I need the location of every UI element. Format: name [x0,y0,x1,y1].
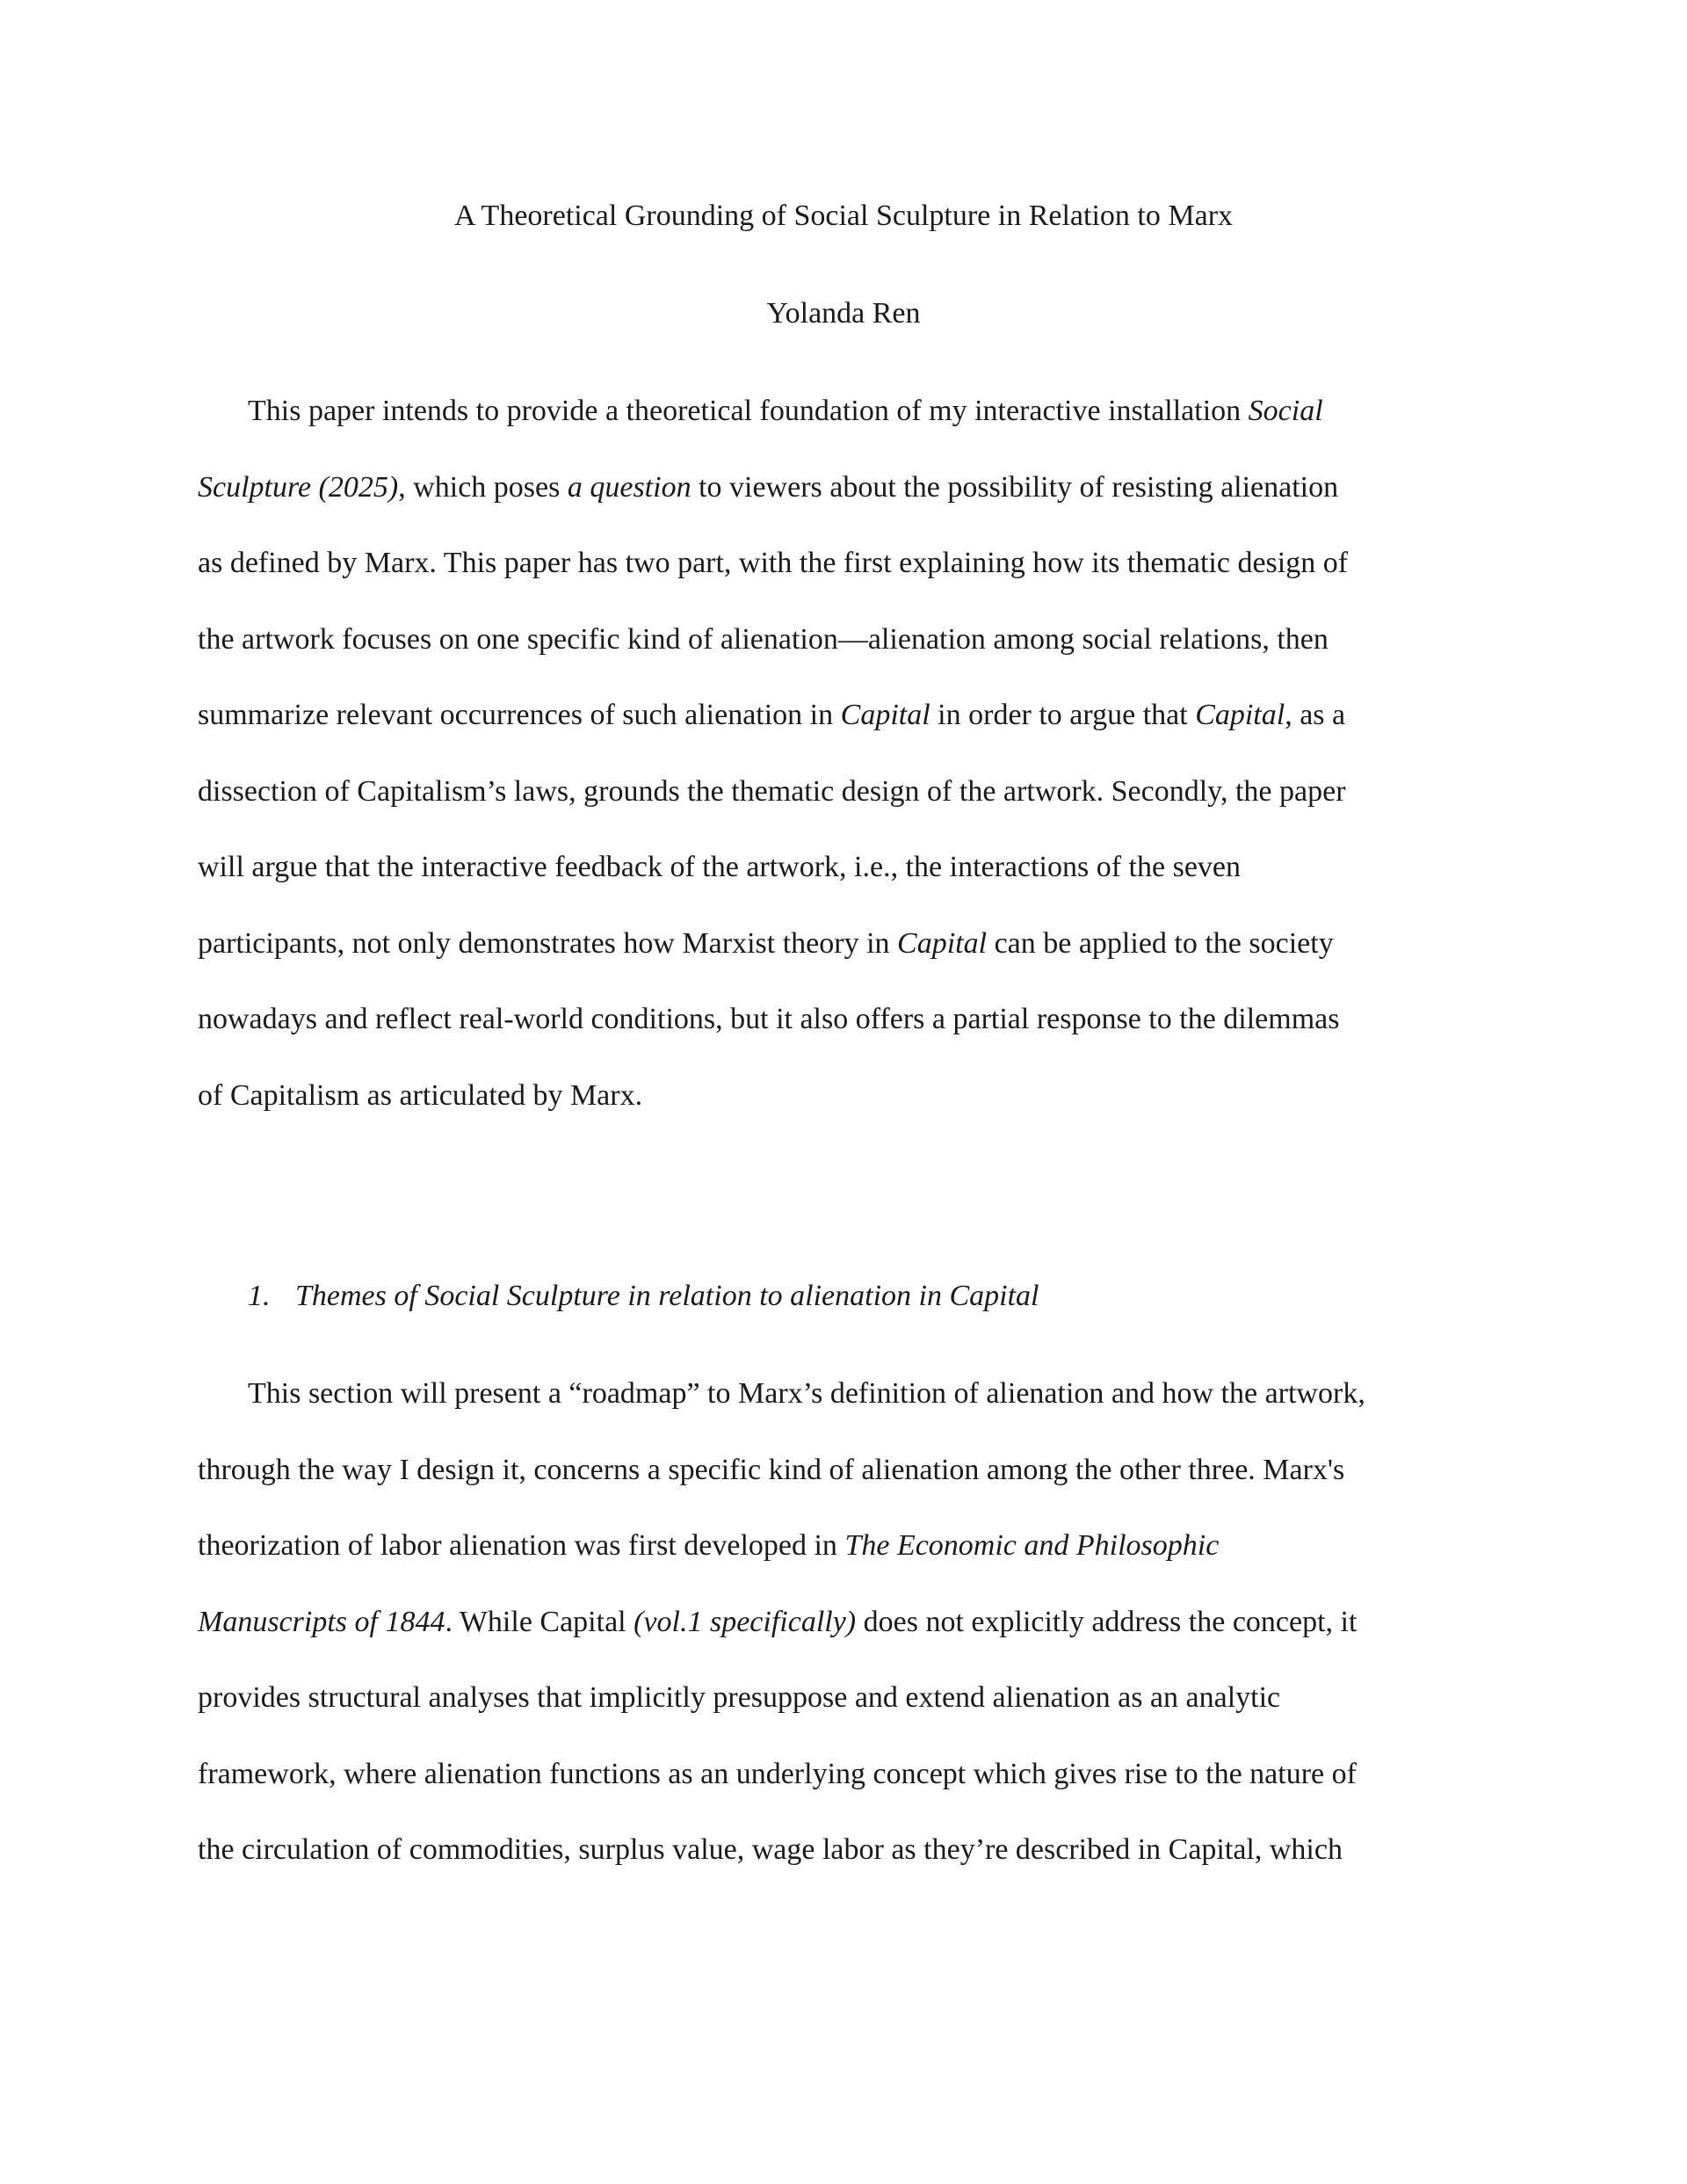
paragraph-1-line-1: This paper intends to provide a theoretical foundation of my interactive installation Social [248,395,1323,427]
paragraph-2-line-4: Manuscripts of 1844. While Capital (vol.1 specifically) does not explicitly address the concept, it [198,1606,1358,1638]
book-title: Capital [897,927,988,960]
paper-author: Yolanda Ren [766,297,921,330]
book-title: Capital [1195,699,1285,731]
paragraph-2-line-7: the circulation of commodities, surplus value, wage labor as they’re described in Capital, which [198,1833,1343,1866]
paragraph-2-line-1: This section will present a “roadmap” to Marx’s definition of alienation and how the artwork, [248,1377,1365,1410]
section-heading [248,1275,1039,1317]
paragraph-1-line-7: will argue that the interactive feedback of the artwork, i.e., the interactions of the seven [198,851,1242,883]
paragraph-1-line-5: summarize relevant occurrences of such alienation in Capital in order to argue that Capital, as a [198,699,1346,731]
paragraph-1-line-2: Sculpture (2025), which poses a question to viewers about the possibility of resisting alienation [198,471,1339,504]
section-title: Themes of Social Sculpture in relation to alienation in Capital [295,1280,1039,1312]
book-title: Manuscripts of 1844 [198,1606,445,1638]
paragraph-1-line-10: of Capitalism as articulated by Marx. [198,1079,643,1112]
paragraph-1-line-9: nowadays and reflect real-world conditions, but it also offers a partial response to the dilemmas [198,1003,1340,1035]
paragraph-2-line-2: through the way I design it, concerns a specific kind of alienation among the other three. Marx's [198,1454,1345,1486]
paragraph-2-line-3: theorization of labor alienation was first developed in The Economic and Philosophic [198,1529,1220,1562]
book-title: Capital [840,699,930,731]
section-number: 1. [248,1280,271,1312]
paragraph-1-line-6: dissection of Capitalism’s laws, grounds the thematic design of the artwork. Secondly, the paper [198,775,1346,808]
artwork-title: Sculpture (2025) [198,471,399,504]
paper-title: A Theoretical Grounding of Social Sculpture in Relation to Marx [453,200,1234,232]
artwork-title: Social [1248,395,1323,427]
emphasis: a question [567,471,691,504]
book-title: The Economic and Philosophic [844,1529,1220,1562]
emphasis: (vol.1 specifically) [634,1606,857,1638]
paragraph-1-line-3: as defined by Marx. This paper has two part, with the first explaining how its thematic design of [198,547,1349,579]
paragraph-1-line-4: the artwork focuses on one specific kind of alienation—alienation among social relations, then [198,623,1329,656]
paragraph-2-line-5: provides structural analyses that implicitly presuppose and extend alienation as an analytic [198,1681,1281,1714]
paragraph-1-line-8: participants, not only demonstrates how Marxist theory in Capital can be applied to the society [198,927,1334,960]
paragraph-2-line-6: framework, where alienation functions as an underlying concept which gives rise to the nature of [198,1758,1357,1790]
